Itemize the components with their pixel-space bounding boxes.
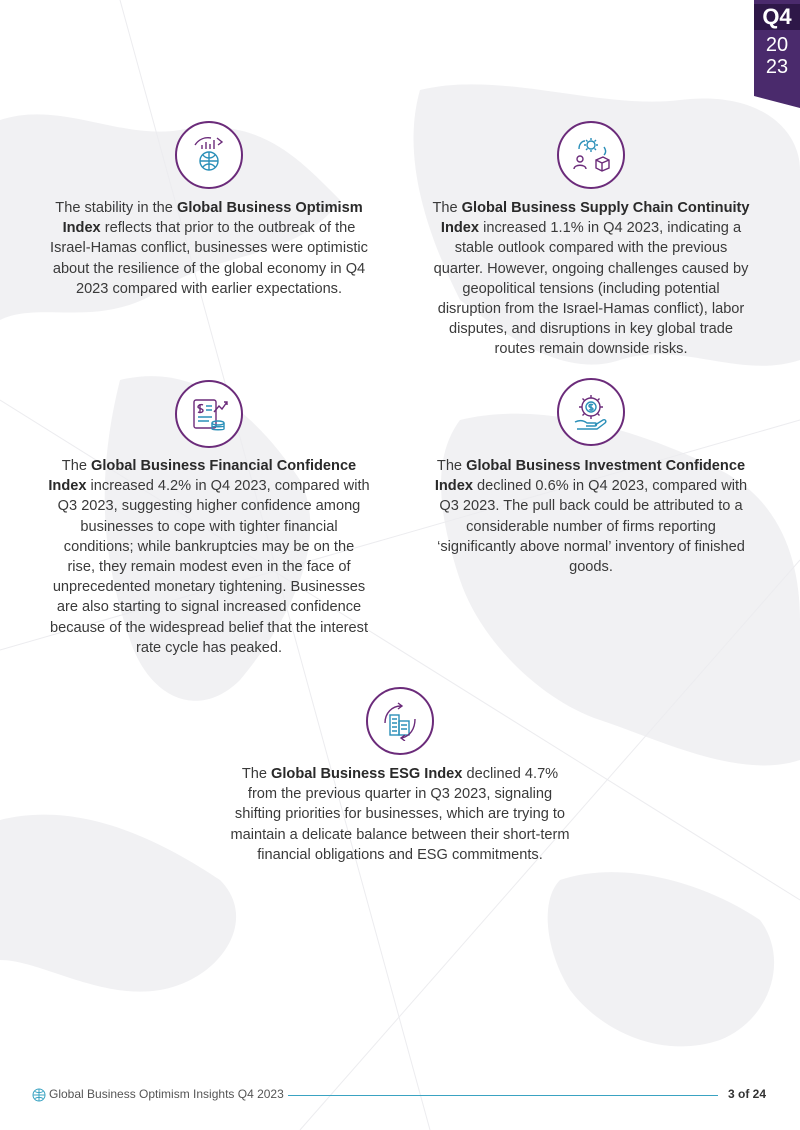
page-footer xyxy=(0,1085,800,1109)
supply-chain-index-block xyxy=(430,198,752,360)
optimism-index-text xyxy=(48,198,370,299)
text-post: increased 1.1% in Q4 2023, indicating a stable outlook compared with the previous quarter. However, ongoing challenges caused by geopolitical tensions (including potential disruption from the Israel-Hamas conflict), labor disputes, and disruptions in key global trade routes remain downside risks. xyxy=(433,220,749,358)
text-pre: The xyxy=(432,200,462,216)
year-label xyxy=(754,34,800,78)
index-name: Global Business Financial Confidence Index xyxy=(48,458,357,495)
year-bottom: 23 xyxy=(765,56,789,78)
footer-rule xyxy=(288,1095,718,1096)
index-name: Global Business ESG Index xyxy=(271,766,463,782)
text-pre: The xyxy=(61,458,91,474)
text-post: increased 4.2% in Q4 2023, compared with Q3 2023, suggesting higher confidence among businesses to cope with tighter financial conditions; while bankruptcies may be on the rise, they remain modest even in the face of unprecedented monetary tightening. Businesses are also starting to signal increased confidence because of the widespread belief that the interest rate cycle has peaked. xyxy=(49,478,370,656)
index-name: Global Business Optimism Index xyxy=(62,200,363,237)
footer-title: Global Business Optimism Insights Q4 2023 xyxy=(49,1087,284,1101)
text-pre: The xyxy=(436,458,467,474)
text-post: reflects that prior to the outbreak of the Israel-Hamas conflict, businesses were optimistic about the resilience of the global economy in Q4 2023 compared with earlier expectations. xyxy=(50,220,368,297)
financial-confidence-index-text xyxy=(48,456,370,658)
index-name: Global Business Supply Chain Continuity Index xyxy=(440,200,750,237)
financial-confidence-index-block xyxy=(48,456,370,658)
esg-index-text xyxy=(230,764,570,865)
quarter-label: Q4 xyxy=(754,4,800,30)
quarter-badge xyxy=(754,0,800,96)
text-pre: The stability in the xyxy=(55,200,177,216)
optimism-index-block xyxy=(48,198,370,299)
financial-document-coins-icon xyxy=(175,380,243,448)
esg-buildings-cycle-icon xyxy=(366,687,434,755)
globe-growth-chart-icon xyxy=(175,121,243,189)
supply-chain-gear-person-box-icon xyxy=(557,121,625,189)
index-name: Global Business Investment Confidence Index xyxy=(434,458,746,495)
badge-wedge xyxy=(754,96,800,108)
investment-confidence-index-text xyxy=(430,456,752,577)
text-post: declined 4.7% from the previous quarter in Q3 2023, signaling shifting priorities for businesses, which are trying to maintain a delicate balance between their short-term financial obligations and ESG commitments. xyxy=(230,766,570,863)
year-top: 20 xyxy=(765,34,789,56)
supply-chain-index-text xyxy=(430,198,752,360)
page-number: 3 of 24 xyxy=(728,1087,767,1101)
investment-gear-hand-money-icon xyxy=(557,378,625,446)
text-pre: The xyxy=(241,766,272,782)
investment-confidence-index-block xyxy=(430,456,752,577)
esg-index-block xyxy=(230,764,570,865)
globe-icon xyxy=(32,1088,46,1102)
text-post: declined 0.6% in Q4 2023, compared with Q3 2023. The pull back could be attributed to a considerable number of firms reporting ‘significantly above normal’ inventory of finished goods. xyxy=(437,478,748,576)
